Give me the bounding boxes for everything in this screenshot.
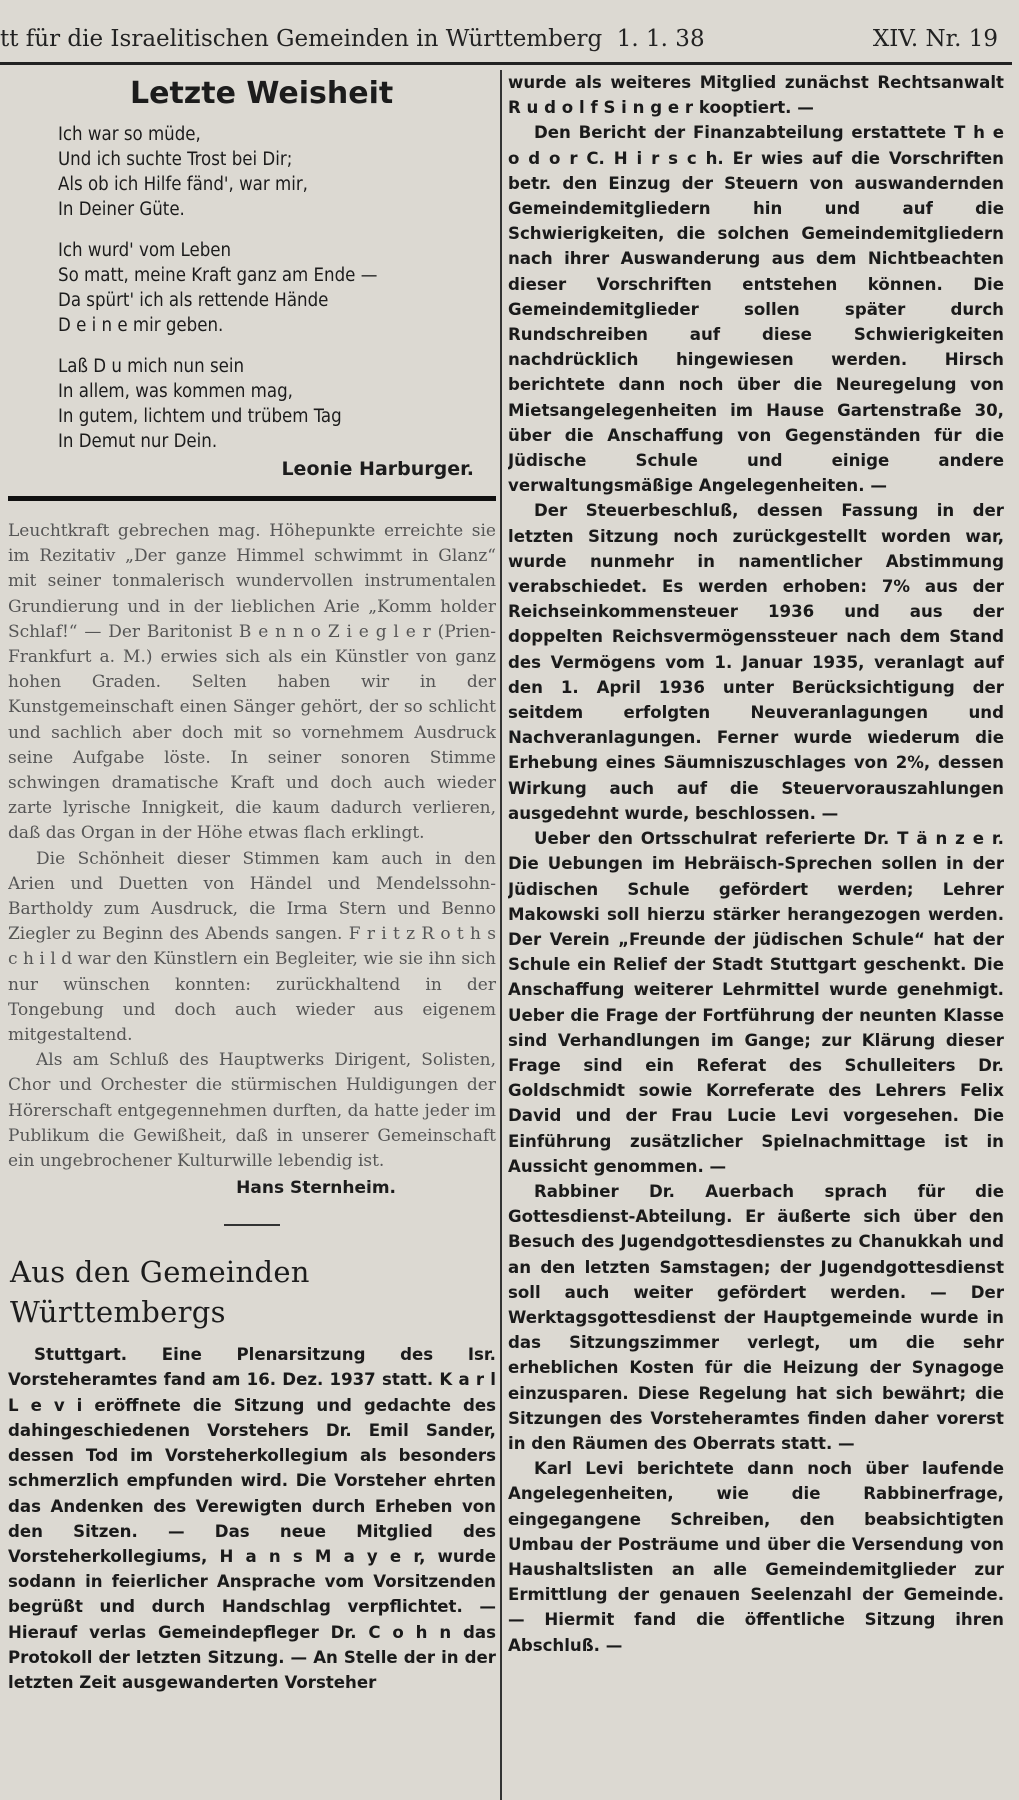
poem-line: Laß D u mich nun sein	[58, 356, 245, 377]
left-column	[8, 70, 496, 1800]
report-paragraph: Der Steuerbeschluß, dessen Fassung in der letzten Sitzung noch zurückgestellt worden war, wurde nunmehr in namentlicher Abstimmung verabschiedet. Es werden erhoben: 7% aus der Reichseinkommensteuer 1936 und aus der doppelten Reichsvermögenssteuer nach dem Stand des Vermögens vom 1. Januar 1935, veranlagt auf den 1. April 1936 unter Berücksichtigung der seitdem erfolgten Neuveranlagungen und Nachveranlagungen. Ferner wurde wiederum die Erhebung eines Säumniszuschlages von 2%, dessen Wirkung auch auf die Steuervorauszahlungen ausgedehnt wurde, beschlossen. —	[508, 501, 1004, 823]
report-paragraph: Den Bericht der Finanzabteilung erstattete T h e o d o r C. H i r s c h. Er wies auf die Vorschriften betr. den Einzug der Steuern von auswandernden Gemeindemitgliedern hin und auf die Schwierigkeiten, die solchen Gemeindemitgliedern nach ihrer Auswanderung aus dem Nichtbeachten dieser Vorschriften entstehen können. Die Gemeindemitglieder sollen später durch Rundschreiben auf diese Schwierigkeiten nachdrücklich hingewiesen werden. Hirsch berichtete dann noch über die Neuregelung von Mietsangelegenheiten im Hause Gartenstraße 30, über die Anschaffung von Gegenständen für die Jüdische Schule und einige andere verwaltungsmäßige Angelegenheiten. —	[508, 123, 1004, 496]
poem-stanza-2	[58, 238, 496, 338]
poem	[8, 72, 496, 492]
page-header	[0, 18, 1010, 60]
header-date: 1. 1. 38	[616, 26, 705, 52]
section-divider	[224, 1224, 280, 1226]
right-column	[508, 70, 1004, 1800]
review-paragraph: Leuchtkraft gebrechen mag. Höhepunkte erreichte sie im Rezitativ „Der ganze Himmel schwimmt in Glanz“ mit seiner tonmalerisch wundervollen instrumentalen Grundierung und in der lieblichen Arie „Komm holder Schlaf!“ — Der Baritonist B e n n o Z i e g l e r (Prien-Frankfurt a. M.) erwies sich als ein Künstler von ganz hohen Graden. Selten haben wir in der Kunstgemeinschaft einen Sänger gehört, der so schlicht und sachlich aber doch mit so vornehmem Ausdruck seine Aufgabe löste. In seiner sonoren Stimme schwingen dramatische Kraft und doch auch wieder zarte lyrische Innigkeit, die kaum dadurch verlieren, daß das Organ in der Höhe etwas flach erklingt.	[8, 521, 496, 844]
poem-title: Letzte Weisheit	[130, 76, 394, 111]
report-paragraph: Rabbiner Dr. Auerbach sprach für die Gottesdienst-Abteilung. Er äußerte sich über den Besuch des Jugendgottesdienstes zu Chanukkah und an den letzten Samstagen; der Jugendgottesdienst soll auch weiter gefördert werden. — Der Werktagsgottesdienst der Hauptgemeinde wurde in das Sitzungszimmer verlegt, um die sehr erheblichen Kosten für die Heizung der Synagoge einzusparen. Diese Regelung hat sich bewährt; die Sitzungen des Vorsteheramtes finden daher vorerst in den Räumen des Oberrats statt. —	[508, 1181, 1004, 1453]
report-paragraph: Ueber den Ortsschulrat referierte Dr. T ä n z e r. Die Uebungen im Hebräisch-Sprechen sollen in der Jüdischen Schule gefördert werden; Lehrer Makowski soll hierzu stärker herangezogen werden. Der Verein „Freunde der jüdischen Schule“ hat der Schule ein Relief der Stadt Stuttgart geschenkt. Die Anschaffung weiterer Lehrmittel wurde genehmigt. Ueber die Frage der Fortführung der neunten Klasse sind Verhandlungen im Gange; zur Klärung dieser Frage sind ein Referat des Schulleiters Dr. Goldschmidt sowie Korreferate des Lehrers Felix David und der Frau Lucie Levi vorgesehen. Die Einführung zusätzlicher Spielnachmittage ist in Aussicht genommen. —	[508, 829, 1004, 1176]
poem-line: In Demut nur Dein.	[58, 431, 218, 452]
header-rule	[0, 62, 1012, 65]
header-issue: XIV. Nr. 19	[872, 26, 998, 52]
review-signature: Hans Sternheim.	[236, 1178, 396, 1199]
poem-line: Als ob ich Hilfe fänd', war mir,	[58, 174, 308, 195]
poem-line: In gutem, lichtem und trübem Tag	[58, 406, 342, 427]
poem-line: Und ich suchte Trost bei Dir;	[58, 149, 293, 170]
column-divider	[500, 70, 502, 1800]
poem-line: D e i n e mir geben.	[58, 315, 224, 336]
poem-line: Da spürt' ich als rettende Hände	[58, 290, 329, 311]
report-paragraph: Karl Levi berichtete dann noch über laufende Angelegenheiten, wie die Rabbinerfrage, eingegangene Schreiben, den beabsichtigten Umbau der Posträume und über die Versendung von Haushaltslisten an alle Gemeindemitglieder zur Ermittlung der genauen Seelenzahl der Gemeinde. — Hiermit fand die öffentliche Sitzung ihren Abschluß. —	[508, 1459, 1004, 1655]
section-paragraph: Stuttgart. Eine Plenarsitzung des Isr. Vorsteheramtes fand am 16. Dez. 1937 statt. K a r l L e v i eröffnete die Sitzung und gedachte des dahingeschiedenen Vorstehers Dr. Emil Sander, dessen Tod im Vorsteherkollegium als besonders schmerzlich empfunden wird. Die Vorsteher ehrten das Andenken des Verewigten durch Erheben von den Sitzen. — Das neue Mitglied des Vorsteherkollegiums, H a n s M a y e r, wurde sodann in feierlicher Ansprache vom Vorsitzenden begrüßt und durch Handschlag verpflichtet. — Hierauf verlas Gemeindepfleger Dr. C o h n das Protokoll der letzten Sitzung. — An Stelle der in der letzten Zeit ausgewanderten Vorsteher	[8, 1345, 496, 1692]
review-paragraph: Die Schönheit dieser Stimmen kam auch in den Arien und Duetten von Händel und Mendelssohn-Bartholdy zum Ausdruck, die Irma Stern und Benno Ziegler zu Beginn des Abends sangen. F r i t z R o t h s c h i l d war den Künstlern ein Begleiter, wie sie ihn sich nur wünschen konnten: zurückhaltend in der Tongebung und doch auch wieder aus eigenem mitgestaltend.	[8, 848, 496, 1046]
section-heading: Aus den Gemeinden Württembergs	[10, 1255, 310, 1330]
poem-author: Leonie Harburger.	[281, 458, 474, 480]
poem-line: Ich wurd' vom Leben	[58, 240, 232, 261]
review-paragraph: Als am Schluß des Hauptwerks Dirigent, Solisten, Chor und Orchester die stürmischen Huldigungen der Hörerschaft entgegennehmen durften, da hatte jeder im Publikum die Gewißheit, daß in unserer Gemeinschaft ein ungebrochener Kulturwille lebendig ist.	[8, 1050, 496, 1172]
poem-stanza-3	[58, 354, 496, 454]
report-paragraph: wurde als weiteres Mitglied zunächst Rechtsanwalt R u d o l f S i n g e r kooptiert. —	[508, 73, 1004, 118]
poem-line: In allem, was kommen mag,	[58, 381, 293, 402]
poem-separator	[8, 496, 496, 501]
header-publication	[0, 18, 705, 60]
poem-line: In Deiner Güte.	[58, 199, 185, 220]
poem-stanza-1	[58, 122, 496, 222]
poem-line: So matt, meine Kraft ganz am Ende —	[58, 265, 378, 286]
poem-line: Ich war so müde,	[58, 124, 201, 145]
header-title: tt für die Israelitischen Gemeinden in Württemberg	[0, 26, 603, 52]
